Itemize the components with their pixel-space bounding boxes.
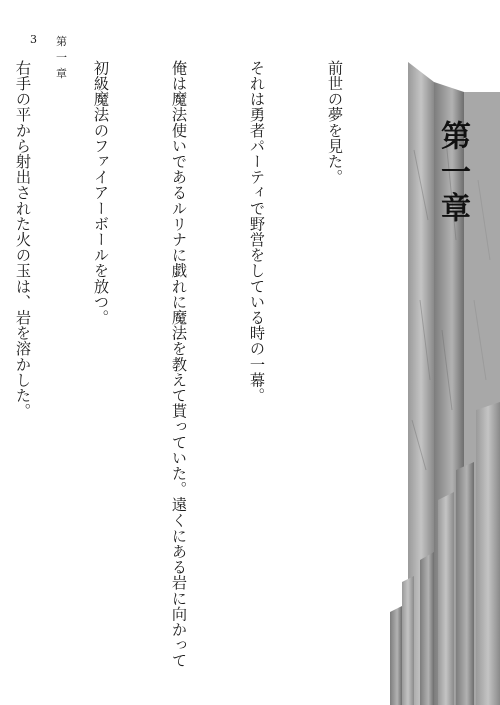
text-line: それは勇者パーティで野営をしている時の一幕。 xyxy=(248,60,266,404)
vertical-body-text xyxy=(14,60,400,669)
text-line: 俺は魔法使いであるルリナに戯れに魔法を教えて貰っていた。遠くにある岩に向かって xyxy=(170,60,188,669)
running-chapter-label: 第一章 xyxy=(56,35,67,80)
page-number: 3 xyxy=(30,33,37,46)
text-line: 右手の平から射出された火の玉は、岩を溶かした。 xyxy=(14,60,32,419)
chapter-decoration xyxy=(390,0,500,705)
stone-pillars-graphic xyxy=(390,0,500,705)
text-line: 初級魔法のファイアーボールを放つ。 xyxy=(92,60,110,326)
chapter-title: 第一章 xyxy=(435,120,470,228)
text-line: 前世の夢を見た。 xyxy=(326,60,344,185)
